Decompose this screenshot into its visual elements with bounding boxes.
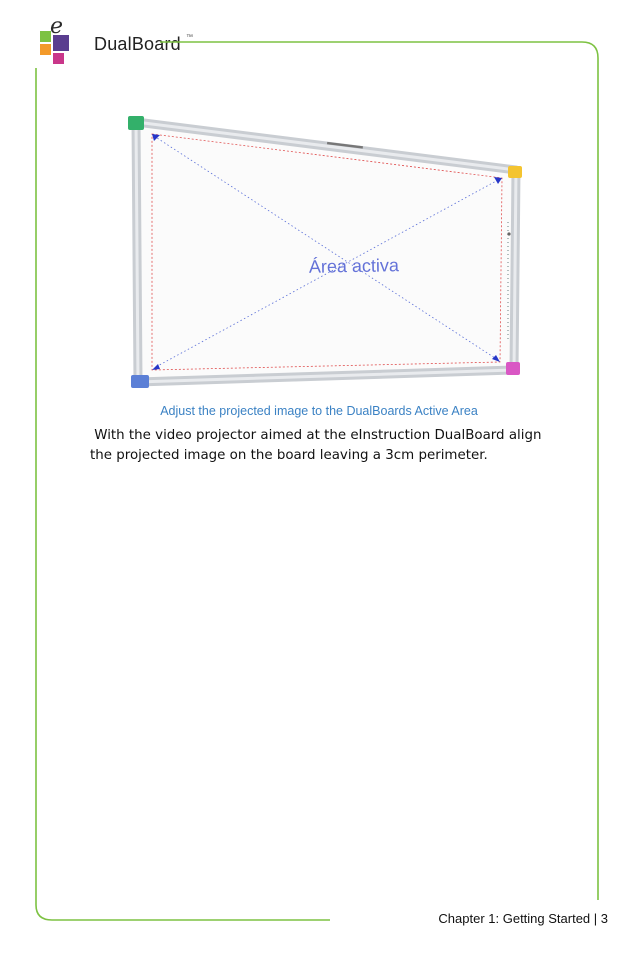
chapter-footer: Chapter 1: Getting Started | 3 [438, 911, 608, 926]
whiteboard-illustration [122, 112, 532, 392]
corner-cap-bottom-left [131, 375, 149, 388]
instruction-paragraph [90, 426, 560, 466]
brand-name: DualBoard [94, 34, 181, 54]
area-activa-label: Área activa [308, 255, 400, 277]
instruction-line-2: the projected image on the board leaving a 3cm perimeter. [90, 448, 488, 463]
logo-square-orange [40, 44, 51, 55]
figure-caption: Adjust the projected image to the DualBoards Active Area [160, 404, 478, 418]
corner-cap-top-left [128, 116, 144, 130]
corner-cap-bottom-right [506, 362, 520, 375]
logo-square-pink [53, 53, 64, 64]
logo-e-letter: e [50, 14, 64, 39]
instruction-line-1: With the video projector aimed at the eInstruction DualBoard align [90, 428, 542, 443]
corner-cap-top-right [508, 166, 522, 178]
trademark-symbol: ™ [186, 34, 193, 41]
board-indicator-dot [507, 232, 510, 235]
dualboard-logo [36, 14, 193, 60]
